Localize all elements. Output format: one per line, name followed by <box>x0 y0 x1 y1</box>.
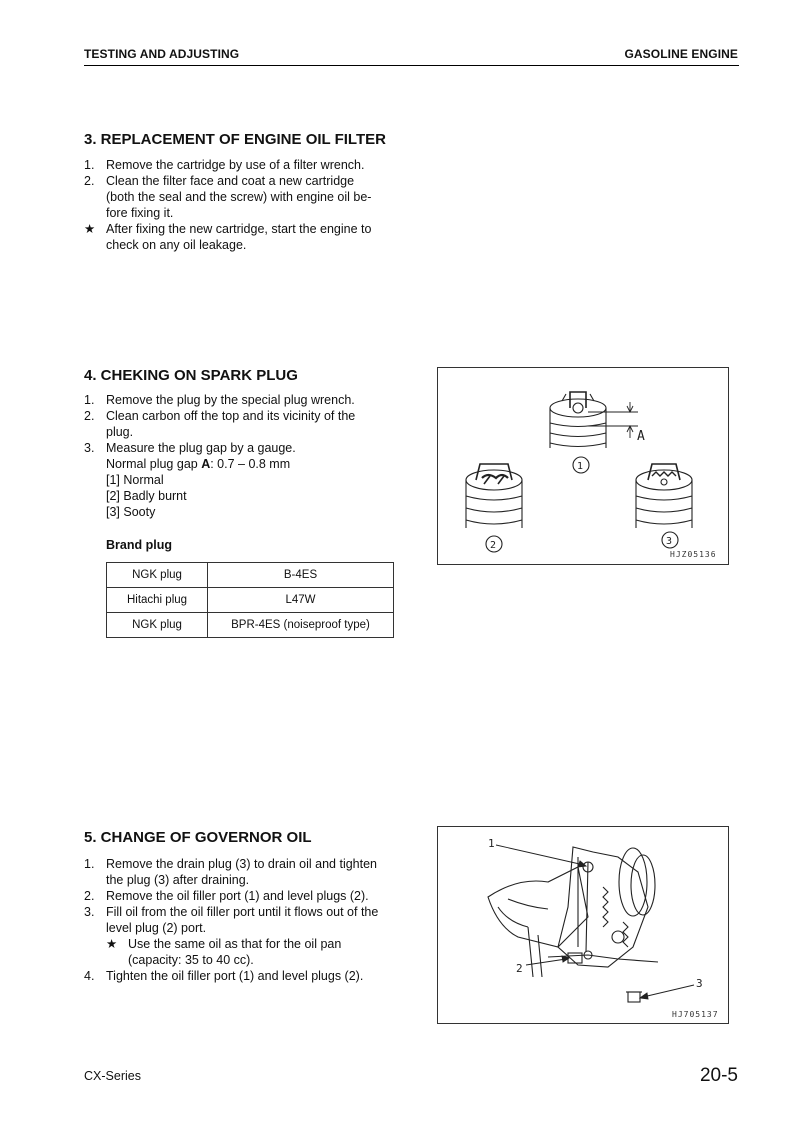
running-header-left: TESTING AND ADJUSTING <box>84 47 240 61</box>
list-item <box>84 157 394 173</box>
step-text: Clean the filter face and coat a new cartridge <box>106 174 355 188</box>
list-item <box>84 888 404 904</box>
step-number: 1. <box>84 857 95 871</box>
table-row <box>107 613 394 638</box>
step-text: Remove the oil filler port (1) and level plugs (2). <box>106 889 369 903</box>
table-cell: Hitachi plug <box>107 588 208 613</box>
table-row <box>107 563 394 588</box>
section-5-title: 5. CHANGE OF GOVERNOR OIL <box>84 829 312 846</box>
step-text: Fill oil from the oil filler port until it flows out of the <box>106 905 379 919</box>
plug-sooty-drawing <box>636 464 692 528</box>
table-cell: L47W <box>208 588 394 613</box>
header-rule <box>84 65 739 66</box>
callout-drain-plug: 3 <box>696 977 703 990</box>
step-text: check on any oil leakage. <box>106 238 247 252</box>
note-text: Use the same oil as that for the oil pan <box>128 937 342 951</box>
list-item <box>84 968 404 984</box>
step-number: 3. <box>84 441 95 455</box>
star-icon: ★ <box>106 937 118 951</box>
footer-series: CX-Series <box>84 1069 141 1083</box>
list-item <box>84 440 394 520</box>
callout-3: 3 <box>666 536 673 547</box>
step-text: Measure the plug gap by a gauge. <box>106 441 296 455</box>
plug-gap-value: : 0.7 – 0.8 mm <box>210 457 291 471</box>
list-item <box>84 173 394 221</box>
note-item <box>106 936 404 968</box>
step-text: level plug (2) port. <box>106 921 207 935</box>
page-number: 20-5 <box>699 1065 738 1086</box>
list-item <box>84 856 404 888</box>
list-item <box>84 408 394 440</box>
step-number: 1. <box>84 393 95 407</box>
step-text: the plug (3) after draining. <box>106 873 250 887</box>
figure-code: HJ705137 <box>672 1010 719 1019</box>
callout-oil-filler-port: 1 <box>488 837 495 850</box>
plug-gap-symbol: A <box>201 457 211 471</box>
callout-2: 2 <box>490 540 497 551</box>
gap-label-a: A <box>637 429 645 444</box>
spark-plug-illustration <box>438 368 728 564</box>
running-header-right: GASOLINE ENGINE <box>624 47 738 61</box>
list-item <box>84 904 404 968</box>
governor-figure <box>437 826 729 1024</box>
list-item <box>84 221 394 253</box>
step-text: fore fixing it. <box>106 206 174 220</box>
table-cell: NGK plug <box>107 613 208 638</box>
step-text: plug. <box>106 425 134 439</box>
step-number: 2. <box>84 409 95 423</box>
condition-sooty: [3] Sooty <box>106 505 156 519</box>
step-text: After fixing the new cartridge, start the engine to <box>106 222 372 236</box>
step-text: Clean carbon off the top and its vicinity of the <box>106 409 356 423</box>
section-5-steps <box>84 856 404 984</box>
note-text: (capacity: 35 to 40 cc). <box>128 953 254 967</box>
table-row <box>107 588 394 613</box>
step-number: 4. <box>84 969 95 983</box>
star-icon: ★ <box>84 222 96 236</box>
step-text: Remove the drain plug (3) to drain oil and tighten <box>106 857 377 871</box>
plug-badly-burnt-drawing <box>466 464 522 528</box>
step-number: 2. <box>84 889 95 903</box>
figure-code: HJZ05136 <box>670 550 717 559</box>
condition-normal: [1] Normal <box>106 473 164 487</box>
list-item <box>84 392 394 408</box>
table-cell: BPR-4ES (noiseproof type) <box>208 613 394 638</box>
spark-plug-figure <box>437 367 729 565</box>
section-4-steps <box>84 392 394 520</box>
callout-level-plug: 2 <box>516 962 523 975</box>
step-number: 3. <box>84 905 95 919</box>
condition-badly-burnt: [2] Badly burnt <box>106 489 187 503</box>
governor-illustration <box>438 827 728 1023</box>
step-text: Tighten the oil filler port (1) and level plugs (2). <box>106 969 364 983</box>
callout-1: 1 <box>577 461 584 472</box>
plug-gap-label: Normal plug gap <box>106 457 202 471</box>
step-text: (both the seal and the screw) with engine oil be- <box>106 190 372 204</box>
brand-plug-table <box>106 562 394 638</box>
step-number: 2. <box>84 174 95 188</box>
section-3-steps <box>84 157 394 253</box>
step-number: 1. <box>84 158 95 172</box>
table-cell: NGK plug <box>107 563 208 588</box>
brand-plug-heading: Brand plug <box>106 538 172 552</box>
section-3-title: 3. REPLACEMENT OF ENGINE OIL FILTER <box>84 131 386 148</box>
plug-gap-spec <box>106 456 394 472</box>
plug-normal-drawing <box>550 392 606 448</box>
step-text: Remove the cartridge by use of a filter wrench. <box>106 158 365 172</box>
step-text: Remove the plug by the special plug wrench. <box>106 393 355 407</box>
table-cell: B-4ES <box>208 563 394 588</box>
section-4-title: 4. CHEKING ON SPARK PLUG <box>84 367 298 384</box>
